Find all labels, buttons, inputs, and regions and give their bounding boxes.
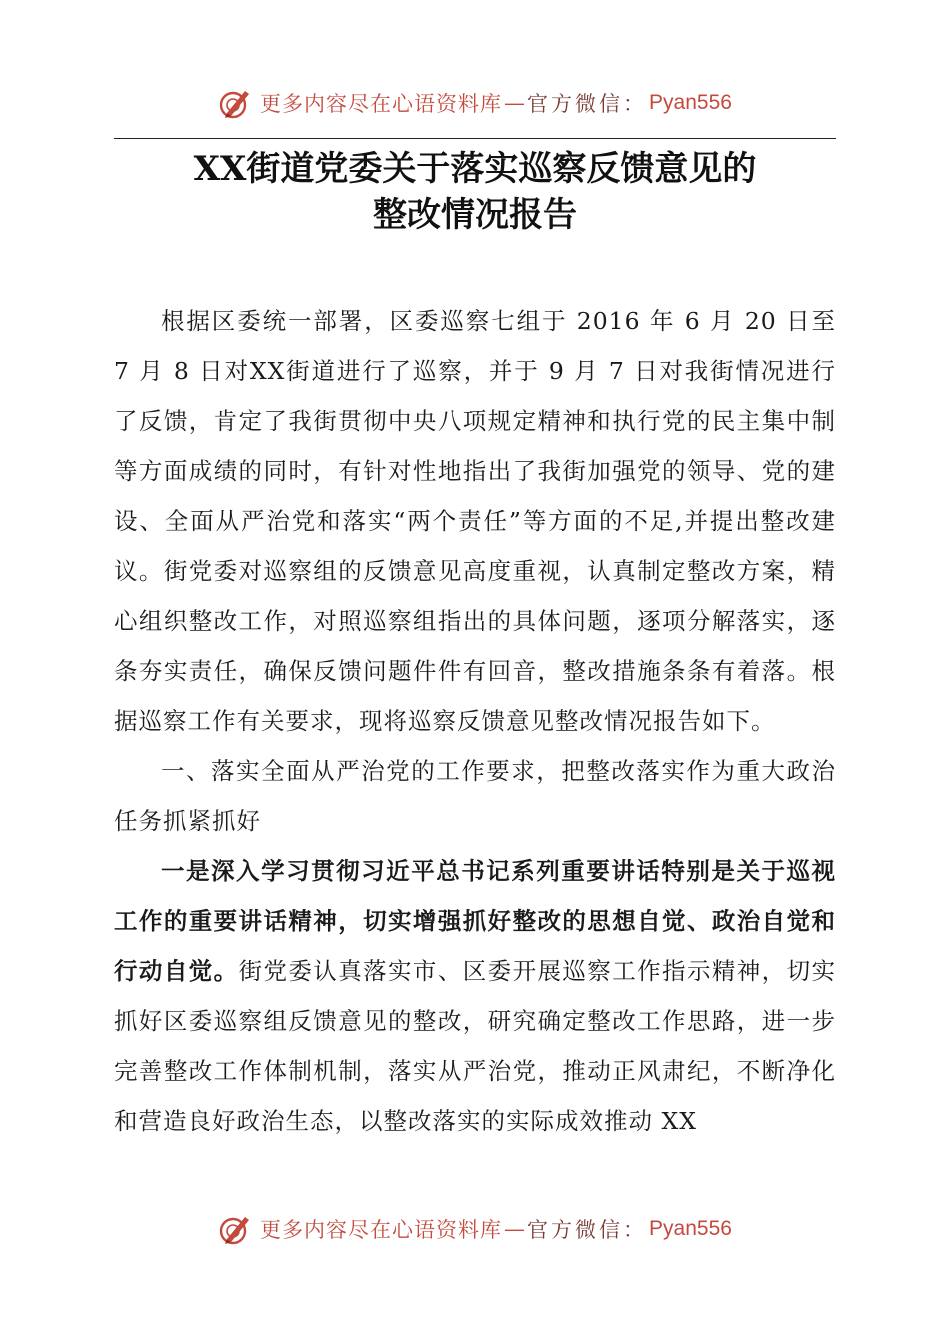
pen-circle-logo-icon — [218, 1212, 252, 1246]
watermark-brand: 更多内容尽在心语资料库 — [260, 92, 503, 116]
document-title — [114, 146, 836, 238]
watermark-label: 官方微信： — [527, 1218, 648, 1242]
header-divider — [114, 138, 836, 139]
point-1-lead: 一是深入学习贯彻习近平总书记系列重要讲话特别是关于巡视工作的重要讲话精神，切实增强抓好整改的思想自觉、政治自觉和行动自觉。 — [114, 857, 836, 985]
watermark-brand: 更多内容尽在心语资料库 — [260, 1218, 503, 1242]
document-body — [114, 296, 836, 1146]
title-line-1: XX街道党委关于落实巡察反馈意见的 — [193, 149, 757, 189]
point-1-paragraph — [114, 846, 836, 1146]
pen-circle-logo-icon — [218, 86, 252, 120]
watermark-banner-bottom — [0, 1209, 950, 1249]
section-1-heading: 一、落实全面从严治党的工作要求，把整改落实作为重大政治任务抓紧抓好 — [114, 757, 836, 835]
watermark-separator: — — [504, 1217, 526, 1241]
watermark-wechat-id: Pyan556 — [649, 1217, 732, 1240]
title-line-2: 整改情况报告 — [373, 195, 577, 235]
watermark-banner-top — [0, 83, 950, 123]
point-1-text: 街党委认真落实市、区委开展巡察工作指示精神，切实抓好区委巡察组反馈意见的整改，研究确定整改工作思路，进一步完善整改工作体制机制，落实从严治党，推动正风肃纪，不断净化和营造良好政治生态，以整改落实的实际成效推动 XX — [114, 957, 837, 1135]
watermark-separator: — — [504, 91, 526, 115]
intro-paragraph: 根据区委统一部署，区委巡察七组于 2016 年 6 月 20 日至 7 月 8 日对XX街道进行了巡察，并于 9 月 7 日对我街情况进行了反馈，肯定了我街贯彻中央八项规定精神和执行党的民主集中制等方面成绩的同时，有针对性地指出了我街加强党的领导、党的建设、全面从严治党和落实“两个责任”等方面的不足,并提出整改建议。街党委对巡察组的反馈意见高度重视，认真制定整改方案，精心组织整改工作，对照巡察组指出的具体问题，逐项分解落实，逐条夯实责任，确保反馈问题件件有回音，整改措施条条有着落。根据巡察工作有关要求，现将巡察反馈意见整改情况报告如下。 — [114, 307, 836, 735]
watermark-wechat-id: Pyan556 — [649, 91, 732, 114]
watermark-label: 官方微信： — [527, 92, 648, 116]
